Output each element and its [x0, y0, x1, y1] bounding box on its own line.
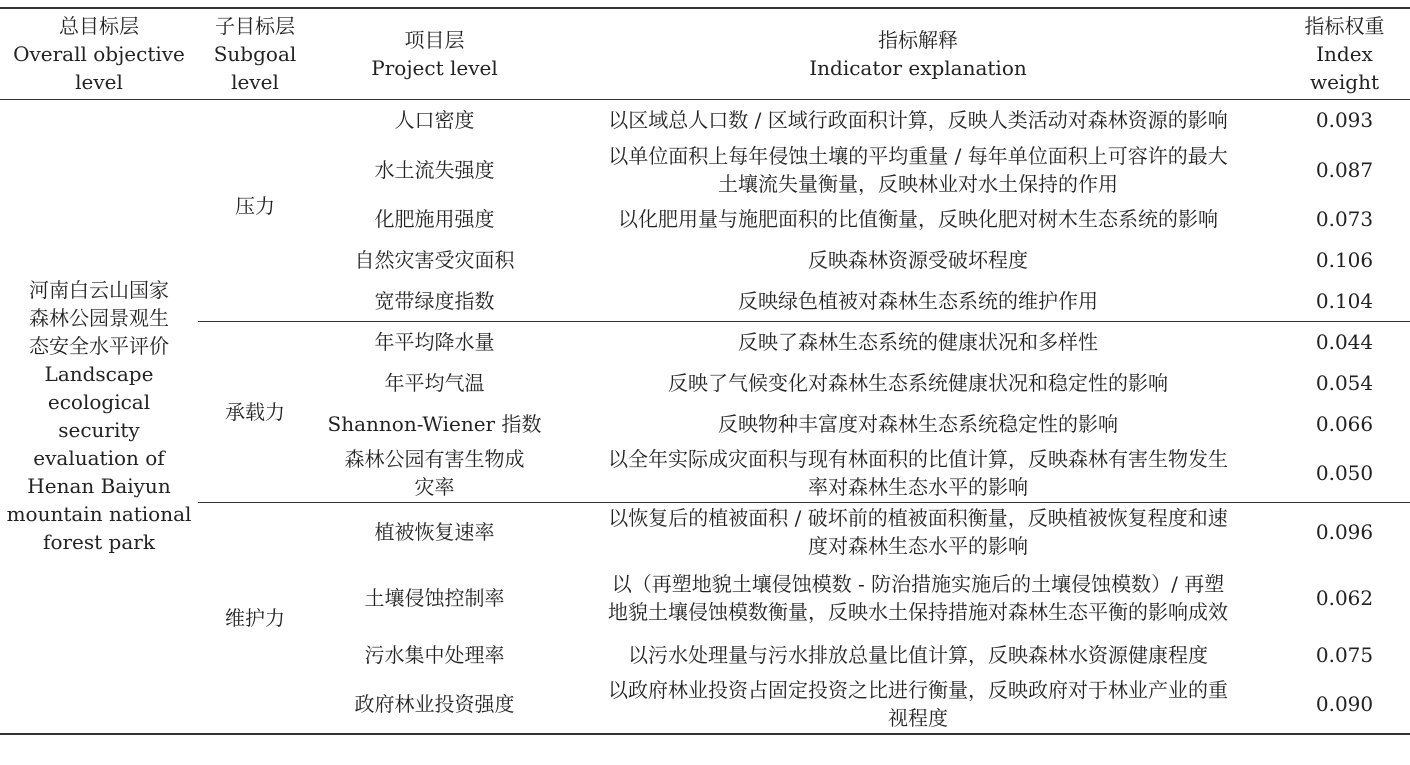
project-line: 森林公园有害生物成 [344, 447, 525, 472]
header-overall-zh: 总目标层 [59, 14, 139, 38]
header-weight-en2: weight [1309, 70, 1380, 94]
weight-cell: 0.093 [1315, 108, 1374, 133]
overall-zh-line: 态安全水平评价 [29, 334, 169, 359]
project-cell: 宽带绿度指数 [374, 288, 495, 313]
header-explanation [557, 9, 1279, 100]
header-overall [0, 9, 198, 100]
weight-cell: 0.066 [1315, 412, 1374, 436]
overall-en-line: Landscape [44, 362, 154, 387]
overall-en-line: Henan Baiyun [27, 474, 171, 499]
project-cell: 政府林业投资强度 [312, 676, 557, 734]
explanation-cell [557, 635, 1279, 676]
explanation-line: 反映物种丰富度对森林生态系统稳定性的影响 [718, 412, 1118, 436]
explanation-line: 反映了气候变化对森林生态系统健康状况和稳定性的影响 [668, 371, 1168, 395]
overall-en-line: mountain national [6, 502, 192, 527]
subgoal-pressure: 压力 [235, 194, 275, 218]
header-weight [1279, 9, 1410, 100]
table-row [0, 322, 1410, 363]
weight-cell: 0.054 [1315, 371, 1374, 395]
project-cell: 年平均气温 [384, 371, 485, 395]
overall-objective-cell [0, 100, 198, 734]
project-cell: Shannon-Wiener 指数 [327, 412, 542, 436]
weight-cell: 0.090 [1279, 676, 1410, 734]
explanation-line: 以政府林业投资占固定投资之比进行衡量，反映政府对于林业产业的重 [608, 678, 1228, 702]
header-subgoal-en2: level [231, 70, 279, 94]
project-cell: 自然灾害受灾面积 [354, 248, 515, 272]
header-project [312, 9, 557, 100]
explanation-line: 度对森林生态水平的影响 [808, 533, 1028, 558]
project-cell: 土壤侵蚀控制率 [364, 585, 505, 610]
header-subgoal-zh: 子目标层 [215, 14, 295, 38]
explanation-line: 以恢复后的植被面积 / 破坏前的植被面积衡量，反映植被恢复程度和速 [608, 505, 1228, 530]
header-explanation-en1: Indicator explanation [809, 56, 1027, 80]
explanation-line: 以化肥用量与施肥面积的比值衡量，反映化肥对树木生态系统的影响 [618, 207, 1218, 231]
header-subgoal [198, 9, 312, 100]
weight-cell: 0.044 [1279, 322, 1410, 363]
project-line: 灾率 [414, 475, 455, 500]
project-cell: 植被恢复速率 [312, 503, 557, 561]
table-row [0, 100, 1410, 141]
header-subgoal-en1: Subgoal [213, 42, 297, 66]
header-weight-zh: 指标权重 [1304, 14, 1385, 38]
indicator-table [0, 9, 1410, 735]
explanation-cell [557, 363, 1279, 404]
explanation-cell [557, 503, 1279, 561]
explanation-cell [557, 561, 1279, 635]
explanation-line: 率对森林生态水平的影响 [808, 475, 1028, 500]
weight-cell: 0.096 [1279, 503, 1410, 561]
explanation-cell [557, 141, 1279, 199]
project-cell: 人口密度 [394, 108, 475, 133]
overall-en-line: ecological security [47, 390, 151, 443]
overall-zh-line: 河南白云山国家 [29, 278, 169, 303]
explanation-line: 反映森林资源受破坏程度 [808, 248, 1028, 272]
explanation-cell [557, 322, 1279, 363]
subgoal-maintenance: 维护力 [198, 503, 312, 734]
overall-en-line: forest park [43, 530, 155, 555]
explanation-cell [557, 240, 1279, 281]
overall-en-line: evaluation of [33, 446, 165, 471]
weight-cell: 0.106 [1315, 248, 1374, 272]
project-cell: 化肥施用强度 [374, 207, 495, 231]
project-cell: 年平均降水量 [312, 322, 557, 363]
explanation-line: 以区域总人口数 / 区域行政面积计算，反映人类活动对森林资源的影响 [608, 108, 1228, 133]
subgoal-capacity: 承载力 [198, 322, 312, 503]
explanation-cell [557, 281, 1279, 322]
explanation-cell [557, 199, 1279, 240]
table-row [0, 503, 1410, 561]
explanation-line: 反映绿色植被对森林生态系统的维护作用 [738, 288, 1098, 313]
explanation-line: 视程度 [888, 706, 948, 730]
weight-cell: 0.050 [1315, 461, 1374, 486]
header-explanation-zh: 指标解释 [878, 28, 958, 52]
weight-cell: 0.075 [1315, 643, 1374, 667]
project-cell: 污水集中处理率 [364, 643, 505, 667]
header-overall-en2: level [75, 70, 123, 94]
explanation-line: 以（再塑地貌土壤侵蚀模数 - 防治措施实施后的土壤侵蚀模数）/ 再塑 [611, 571, 1225, 596]
explanation-line: 以单位面积上每年侵蚀土壤的平均重量 / 每年单位面积上可容许的最大 [608, 143, 1228, 168]
weight-cell: 0.104 [1315, 288, 1374, 313]
explanation-line: 以全年实际成灾面积与现有林面积的比值计算，反映森林有害生物发生 [608, 447, 1228, 472]
explanation-line: 以污水处理量与污水排放总量比值计算，反映森林水资源健康程度 [628, 643, 1208, 667]
explanation-line: 反映了森林生态系统的健康状况和多样性 [738, 330, 1098, 355]
project-cell: 水土流失强度 [374, 157, 495, 182]
overall-zh-line: 森林公园景观生 [29, 306, 169, 331]
header-overall-en1: Overall objective [13, 42, 185, 66]
project-cell [312, 445, 557, 503]
weight-cell: 0.062 [1315, 585, 1374, 610]
weight-cell: 0.087 [1315, 157, 1374, 182]
explanation-cell [557, 445, 1279, 503]
explanation-cell [557, 404, 1279, 445]
weight-cell: 0.073 [1315, 207, 1374, 231]
header-weight-en1: Index [1316, 42, 1373, 66]
header-project-en1: Project level [371, 56, 498, 80]
explanation-line: 地貌土壤侵蚀模数衡量，反映水土保持措施对森林生态平衡的影响成效 [608, 599, 1228, 624]
explanation-line: 土壤流失量衡量，反映林业对水土保持的作用 [718, 171, 1118, 196]
explanation-cell [557, 676, 1279, 734]
header-row [0, 9, 1410, 100]
header-project-zh: 项目层 [404, 28, 465, 52]
explanation-cell [557, 100, 1279, 141]
